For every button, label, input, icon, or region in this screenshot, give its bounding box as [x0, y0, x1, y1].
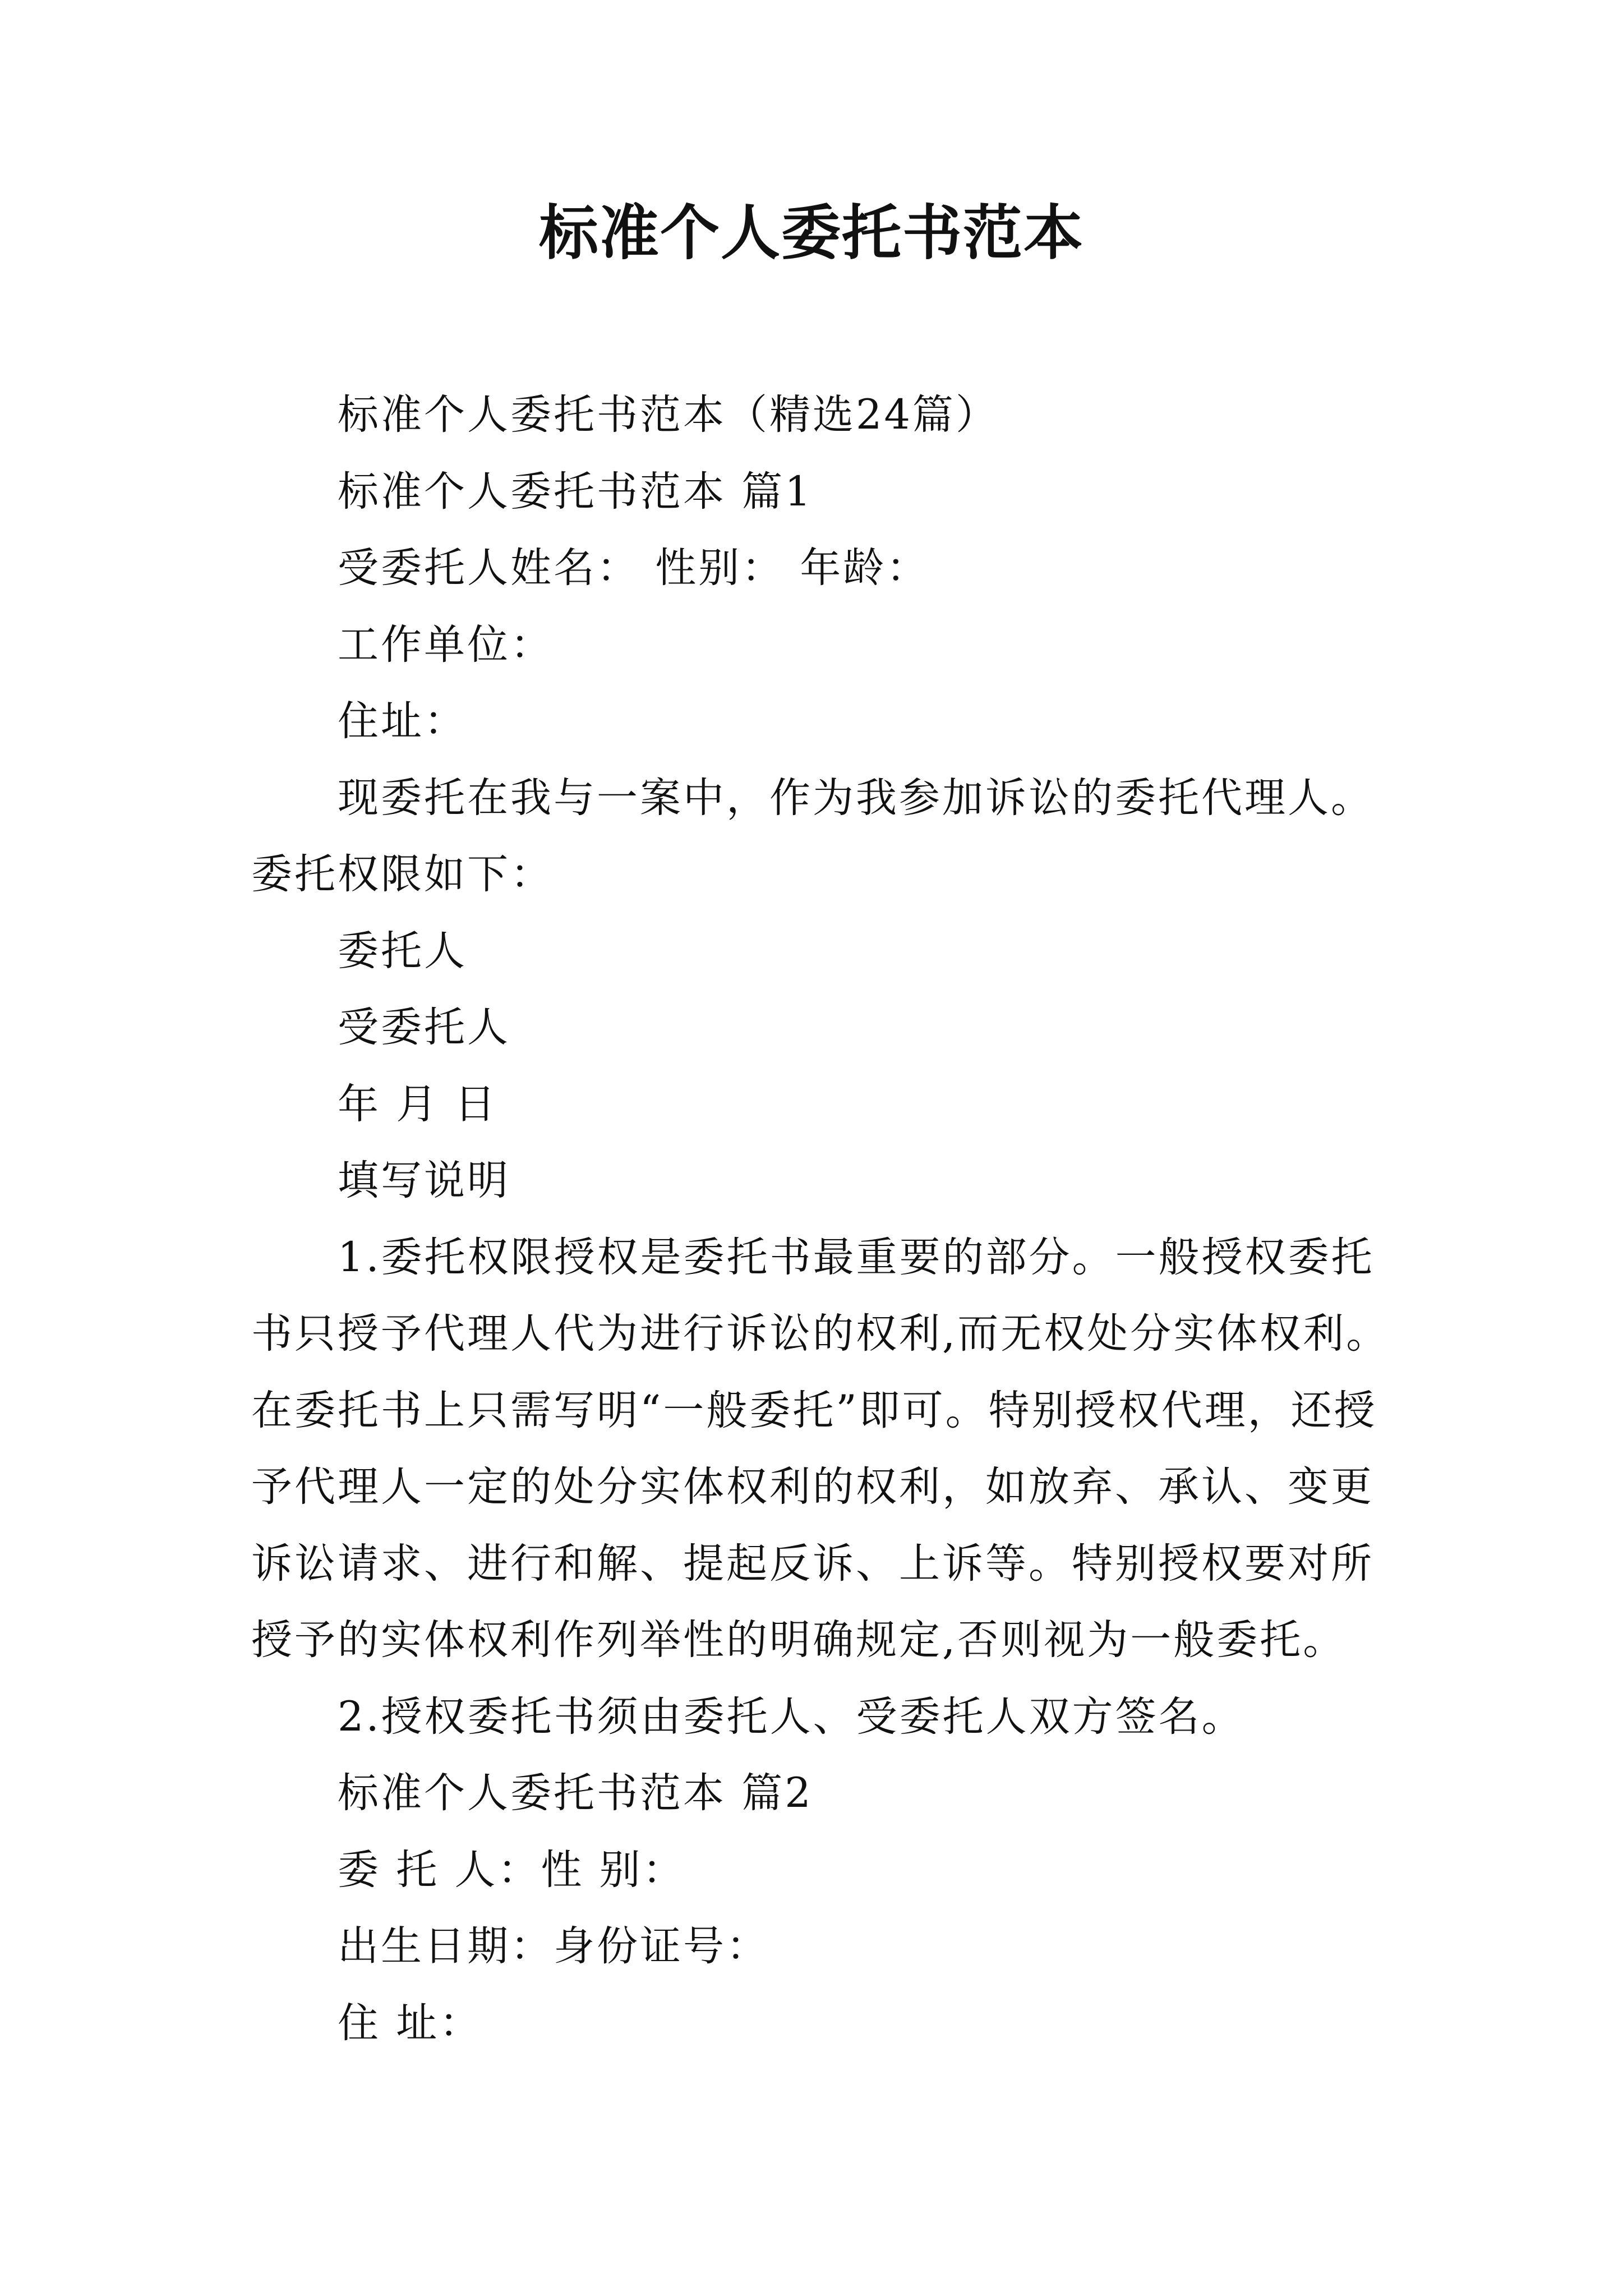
work-unit-line: 工作单位：: [338, 620, 554, 669]
address-line: 住址：: [338, 697, 467, 745]
section-heading-2: 标准个人委托书范本 篇2: [338, 1769, 813, 1817]
instruction-item-2: 2.授权委托书须由委托人、受委托人双方签名。: [338, 1692, 1245, 1741]
agent-info-line: 受委托人姓名： 性别： 年龄：: [338, 544, 930, 592]
principal-gender-line: 委 托 人：性 别：: [338, 1846, 686, 1894]
birth-id-line: 出生日期：身份证号：: [338, 1922, 769, 1970]
agent-signature-line: 受委托人: [338, 1004, 510, 1051]
date-line: 年 月 日: [338, 1080, 498, 1128]
authorization-paragraph: 现委托在我与一案中，作为我参加诉讼的委托代理人。委托权限如下：: [251, 774, 1374, 898]
principal-signature-line: 委托人: [338, 927, 467, 975]
subtitle-paragraph: 标准个人委托书范本（精选24篇）: [338, 391, 999, 439]
instructions-heading: 填写说明: [338, 1157, 510, 1204]
document-title: 标准个人委托书范本: [539, 197, 1084, 268]
address-line-2: 住 址：: [338, 1999, 483, 2047]
instruction-item-1: 1.委托权限授权是委托书最重要的部分。一般授权委托书只授予代理人代为进行诉讼的权利,而无权处分实体权利。在委托书上只需写明“一般委托”即可。特别授权代理，还授予代理人一定的处分实体权利的权利，如放弃、承认、变更诉讼请求、进行和解、提起反诉、上诉等。特别授权要对所授予的实体权利作列举性的明确规定,否则视为一般委托。: [251, 1233, 1390, 1664]
document-body: [251, 377, 1395, 2062]
section-heading-1: 标准个人委托书范本 篇1: [338, 467, 813, 516]
